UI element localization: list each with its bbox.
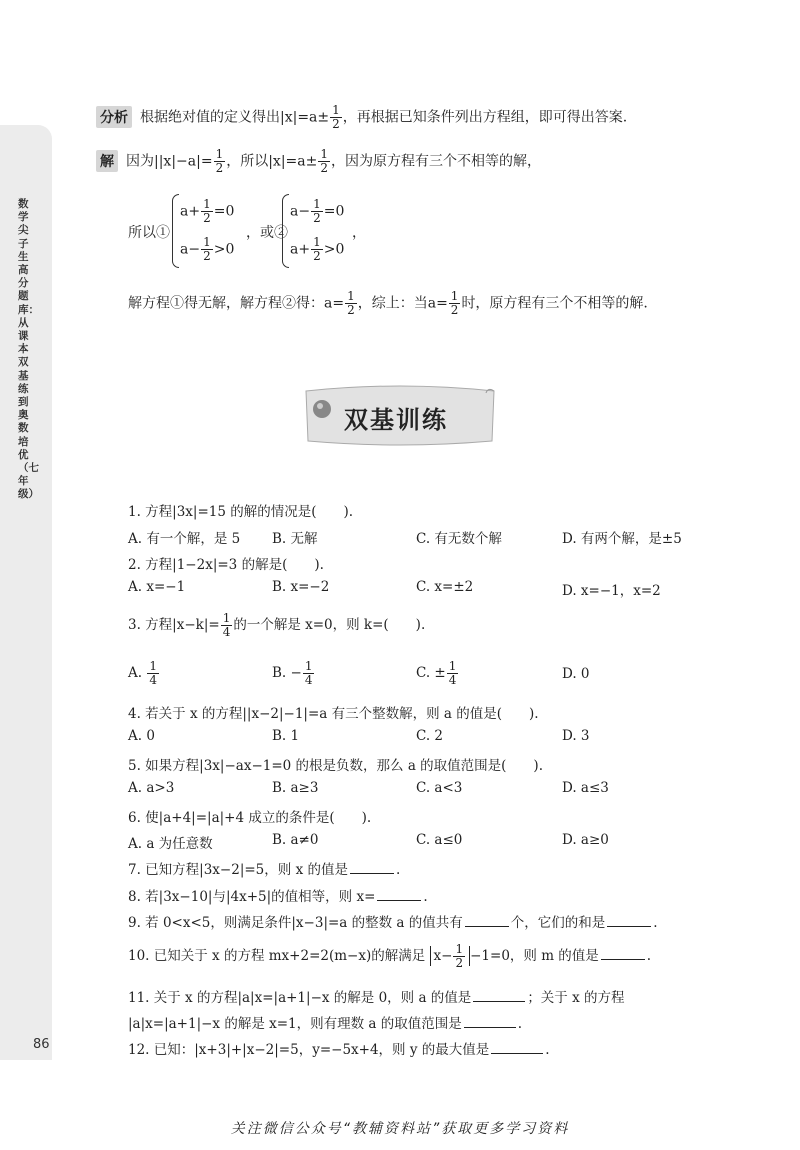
answer-blank xyxy=(350,863,394,874)
q5-option-a: A. a>3 xyxy=(128,780,175,796)
q3-option-a: A. $\frac{1}{4}$ xyxy=(128,659,157,687)
page-number: 86 xyxy=(33,1037,50,1052)
answer-blank xyxy=(465,916,509,927)
q5-option-b: B. a≥3 xyxy=(272,780,319,796)
brace-1 xyxy=(172,194,179,268)
solution-line-1: 解 因为||x|−a|= $\frac{1}{2}$ ，所以|x|=a± $\frac{1}{2}$ ，因为原方程有三个不相等的解， xyxy=(96,148,541,175)
q4-option-c: C. 2 xyxy=(416,728,444,744)
q1-option-d: D. 有两个解，是±5 xyxy=(562,531,682,547)
q6-option-b: B. a≠0 xyxy=(272,832,319,848)
question-2: 2. 方程|1−2x|=3 的解是( ). xyxy=(128,557,324,573)
so-label: 所以① xyxy=(128,225,170,241)
sys2-row2: a+ $\frac{1}{2}$ >0 xyxy=(290,235,345,263)
solution-conclusion: 解方程①得无解，解方程②得：a= $\frac{1}{2}$ ，综上：当a= $\frac{1}{2}$ 时，原方程有三个不相等的解. xyxy=(128,289,648,317)
q6-option-a: A. a 为任意数 xyxy=(128,836,213,852)
q6-option-d: D. a≥0 xyxy=(562,832,609,848)
answer-blank xyxy=(491,1043,543,1054)
q3-option-c: C. ± $\frac{1}{4}$ xyxy=(416,659,457,687)
fraction: $\frac{1}{2}$ xyxy=(332,103,340,131)
sys-trail: ， xyxy=(352,225,366,241)
question-4: 4. 若关于 x 的方程||x−2|−1|=a 有三个整数解，则 a 的值是( ). xyxy=(128,706,539,722)
book-title-vertical: 数学尖子生高分题库：从课本双基练到奥数培优（七年级） xyxy=(18,198,39,501)
q2-option-a: A. x=−1 xyxy=(128,579,186,595)
answer-blank xyxy=(464,1017,516,1028)
q3-option-b: B. − $\frac{1}{4}$ xyxy=(272,659,313,687)
q5-option-d: D. a≤3 xyxy=(562,780,609,796)
answer-blank xyxy=(377,890,421,901)
sys1-row1: a+ $\frac{1}{2}$ =0 xyxy=(180,197,235,225)
q2-option-b: B. x=−2 xyxy=(272,579,330,595)
banner-circle-icon xyxy=(313,400,331,418)
question-10: 10. 已知关于 x 的方程 mx+2=2(m−x)的解满足 x− $\frac{1}{2}$ −1=0，则 m 的值是 . xyxy=(128,942,652,970)
question-3: 3. 方程|x−k|= $\frac{1}{4}$ 的一个解是 x=0，则 k=( ). xyxy=(128,611,426,639)
q3-option-d: D. 0 xyxy=(562,666,590,682)
question-7: 7. 已知方程|3x−2|=5，则 x 的值是 . xyxy=(128,862,401,878)
or-label: ，或② xyxy=(246,225,288,241)
answer-blank xyxy=(473,991,525,1002)
question-1: 1. 方程|3x|=15 的解的情况是( ). xyxy=(128,504,354,520)
q1-option-c: C. 有无数个解 xyxy=(416,531,502,547)
question-6: 6. 使|a+4|=|a|+4 成立的条件是( ). xyxy=(128,810,372,826)
sys2-row1: a− $\frac{1}{2}$ =0 xyxy=(290,197,345,225)
answer-blank xyxy=(601,949,645,960)
question-11-line-2: |a|x=|a+1|−x 的解是 x=1，则有理数 a 的取值范围是 . xyxy=(128,1016,523,1032)
footer-watermark: 关注微信公众号“教辅资料站”获取更多学习资料 xyxy=(230,1121,570,1137)
q4-option-d: D. 3 xyxy=(562,728,590,744)
q1-option-b: B. 无解 xyxy=(272,531,318,547)
question-5: 5. 如果方程|3x|−ax−1=0 的根是负数，那么 a 的取值范围是( ). xyxy=(128,758,543,774)
banner-title: 双基训练 xyxy=(344,406,448,434)
q2-option-d: D. x=−1，x=2 xyxy=(562,583,661,599)
solution-label: 解 xyxy=(96,150,118,172)
q5-option-c: C. a<3 xyxy=(416,780,463,796)
question-11-line-1: 11. 关于 x 的方程|a|x=|a+1|−x 的解是 0，则 a 的值是 ；关于 x 的方程 xyxy=(128,990,625,1006)
q6-option-c: C. a≤0 xyxy=(416,832,463,848)
q1-option-a: A. 有一个解，是 5 xyxy=(128,531,241,547)
q2-option-c: C. x=±2 xyxy=(416,579,474,595)
question-12: 12. 已知：|x+3|+|x−2|=5，y=−5x+4，则 y 的最大值是 . xyxy=(128,1042,550,1058)
question-8: 8. 若|3x−10|与|4x+5|的值相等，则 x= . xyxy=(128,889,428,905)
analysis-paragraph: 分析 根据绝对值的定义得出|x|=a± $\frac{1}{2}$ ，再根据已知条件列出方程组，即可得出答案. xyxy=(96,104,627,131)
analysis-label: 分析 xyxy=(96,106,132,128)
q4-option-a: A. 0 xyxy=(128,728,155,744)
brace-2 xyxy=(282,194,289,268)
answer-blank xyxy=(607,916,651,927)
q4-option-b: B. 1 xyxy=(272,728,300,744)
question-9: 9. 若 0<x<5，则满足条件|x−3|=a 的整数 a 的值共有 个，它们的和是 . xyxy=(128,915,658,931)
sys1-row2: a− $\frac{1}{2}$ >0 xyxy=(180,235,235,263)
